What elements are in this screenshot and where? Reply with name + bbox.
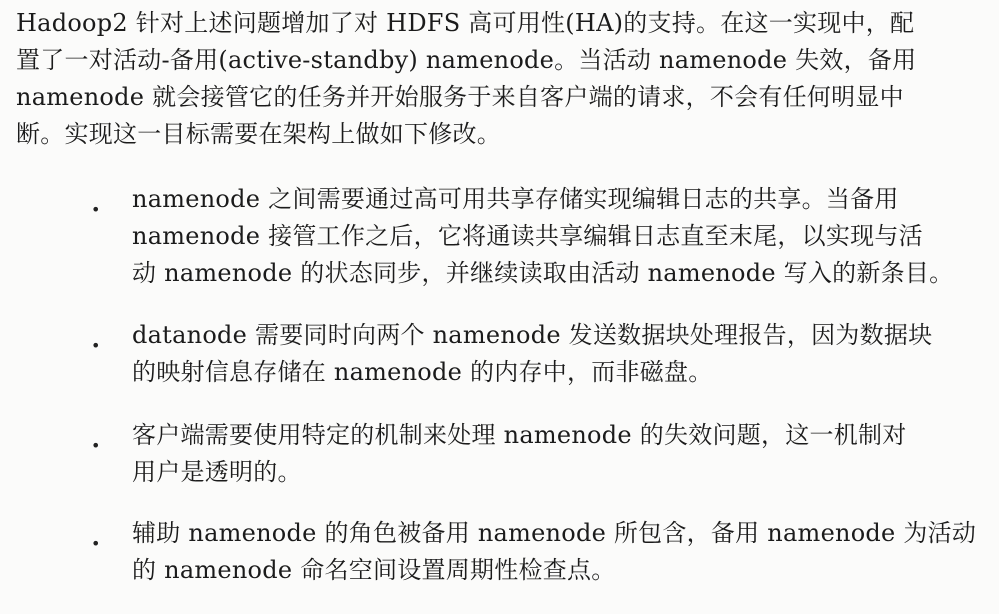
list-item-line: 用户是透明的。 xyxy=(132,458,302,486)
list-item-line: namenode 接管工作之后，它将通读共享编辑日志直至末尾，以实现与活 xyxy=(132,222,923,250)
bullet-icon: • xyxy=(91,534,101,553)
list-item-line: 动 namenode 的状态同步，并继续读取由活动 namenode 写入的新条目。 xyxy=(132,259,954,287)
list-item-line: 辅助 namenode 的角色被备用 namenode 所包含，备用 namenode 为活动 xyxy=(132,519,977,547)
list-item-line: 客户端需要使用特定的机制来处理 namenode 的失效问题，这一机制对 xyxy=(132,421,907,449)
intro-line: namenode 就会接管它的任务并开始服务于来自客户端的请求，不会有任何明显中 xyxy=(16,83,904,111)
list-item-line: namenode 之间需要通过高可用共享存储实现编辑日志的共享。当备用 xyxy=(132,185,899,213)
intro-line: 断。实现这一目标需要在架构上做如下修改。 xyxy=(16,120,501,148)
list-item-line: 的映射信息存储在 namenode 的内存中，而非磁盘。 xyxy=(132,358,713,386)
list-item-line: 的 namenode 命名空间设置周期性检查点。 xyxy=(132,556,616,584)
intro-line: 置了一对活动-备用(active-standby) namenode。当活动 namenode 失效，备用 xyxy=(16,46,917,74)
bullet-icon: • xyxy=(91,436,101,455)
intro-line: Hadoop2 针对上述问题增加了对 HDFS 高可用性(HA)的支持。在这一实现中，配 xyxy=(16,9,915,37)
bullet-icon: • xyxy=(91,336,101,355)
bullet-icon: • xyxy=(91,200,101,219)
list-item-line: datanode 需要同时向两个 namenode 发送数据块处理报告，因为数据块 xyxy=(132,321,933,349)
